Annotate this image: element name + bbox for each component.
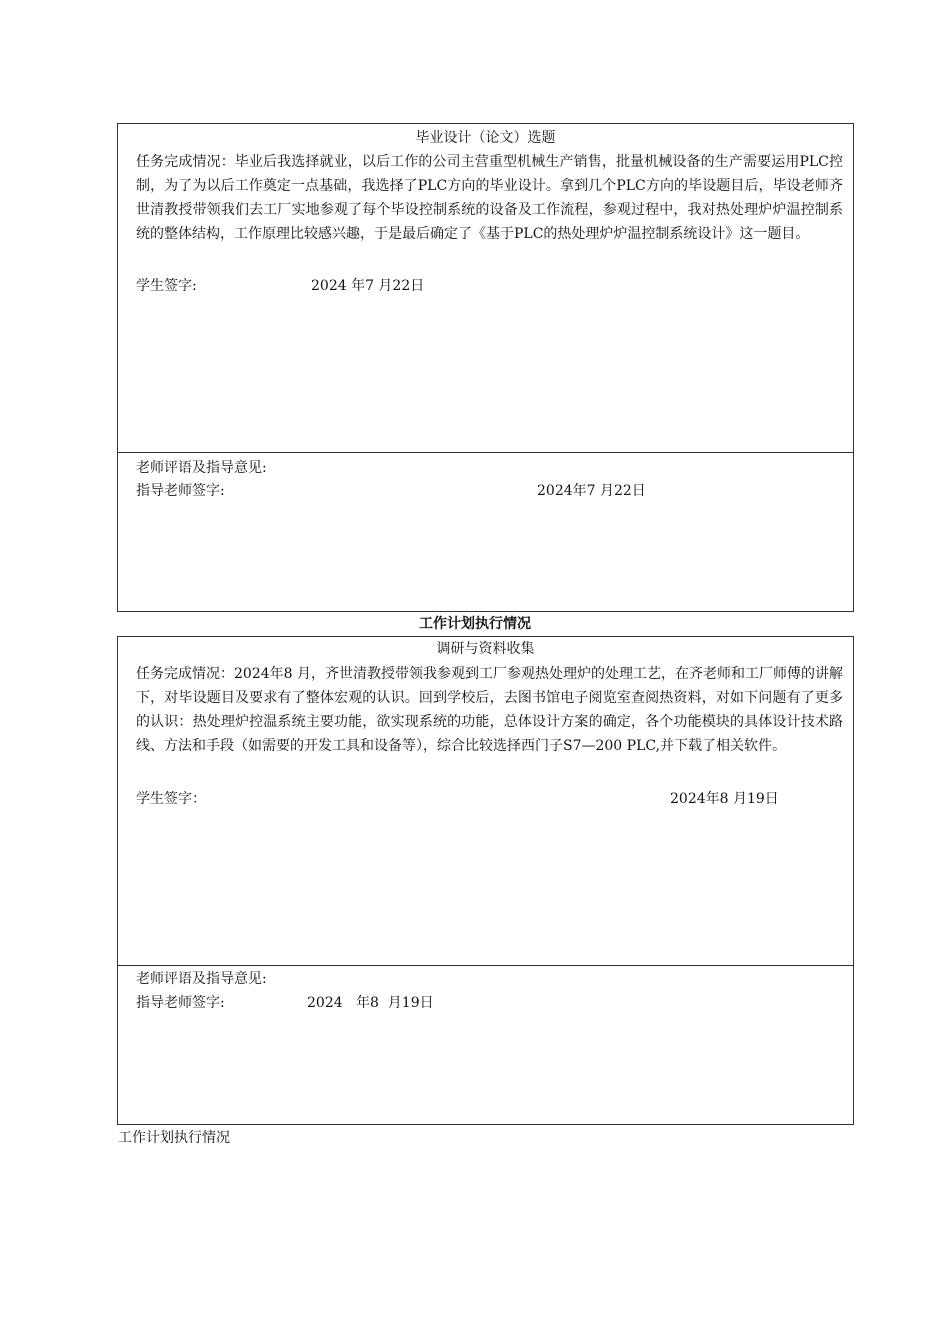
student-signature-date: 2024 年7 月22日	[311, 278, 425, 294]
teacher-signature-date: 2024 年8 月19日	[307, 995, 434, 1011]
teacher-comment-label: 老师评语及指导意见:	[136, 971, 267, 987]
teacher-section	[118, 965, 853, 1124]
task-completion-text: 任务完成情况：2024年8 月，齐世清教授带领我参观到工厂参观热处理炉的处理工艺，在齐老师和工厂师傅的讲解下，对毕设题目及要求有了整体宏观的认识。回到学校后，去图书馆电子阅览室查阅热资料，对如下问题有了更多的认识：热处理炉控温系统主要功能，欲实现系统的功能，总体设计方案的确定，各个功能模块的具体设计技术路线、方法和手段（如需要的开发工具和设备等），综合比较选择西门子S7—200 PLC,并下载了相关软件。	[136, 666, 843, 754]
teacher-signature-label: 指导老师签字:	[136, 995, 225, 1011]
student-section	[118, 637, 853, 965]
topic-selection-table	[117, 123, 854, 612]
task-completion-text: 任务完成情况：毕业后我选择就业，以后工作的公司主营重型机械生产销售，批量机械设备的生产需要运用PLC控制，为了为以后工作奠定一点基础，我选择了PLC方向的毕业设计。拿到几个PLC方向的毕设题目后，毕设老师齐世清教授带领我们去工厂实地参观了每个毕设控制系统的设备及工作流程，参观过程中，我对热处理炉炉温控制系统的整体结构，工作原理比较感兴趣，于是最后确定了《基于PLC的热处理炉炉温控制系统设计》这一题目。	[136, 154, 843, 242]
student-section	[118, 124, 853, 452]
teacher-comment-label: 老师评语及指导意见:	[136, 460, 267, 476]
footer-text: 工作计划执行情况	[118, 1130, 230, 1146]
student-signature-date: 2024年8 月19日	[670, 791, 779, 807]
student-signature-label: 学生签字:	[136, 278, 197, 294]
research-table	[117, 636, 854, 1125]
teacher-signature-date: 2024年7 月22日	[537, 483, 646, 499]
teacher-section	[118, 452, 853, 611]
student-signature-label: 学生签字：	[136, 791, 206, 807]
section-heading: 工作计划执行情况	[419, 616, 531, 632]
teacher-signature-label: 指导老师签字:	[136, 483, 225, 499]
section-title: 调研与资料收集	[436, 641, 535, 657]
section-title: 毕业设计（论文）选题	[415, 130, 556, 146]
